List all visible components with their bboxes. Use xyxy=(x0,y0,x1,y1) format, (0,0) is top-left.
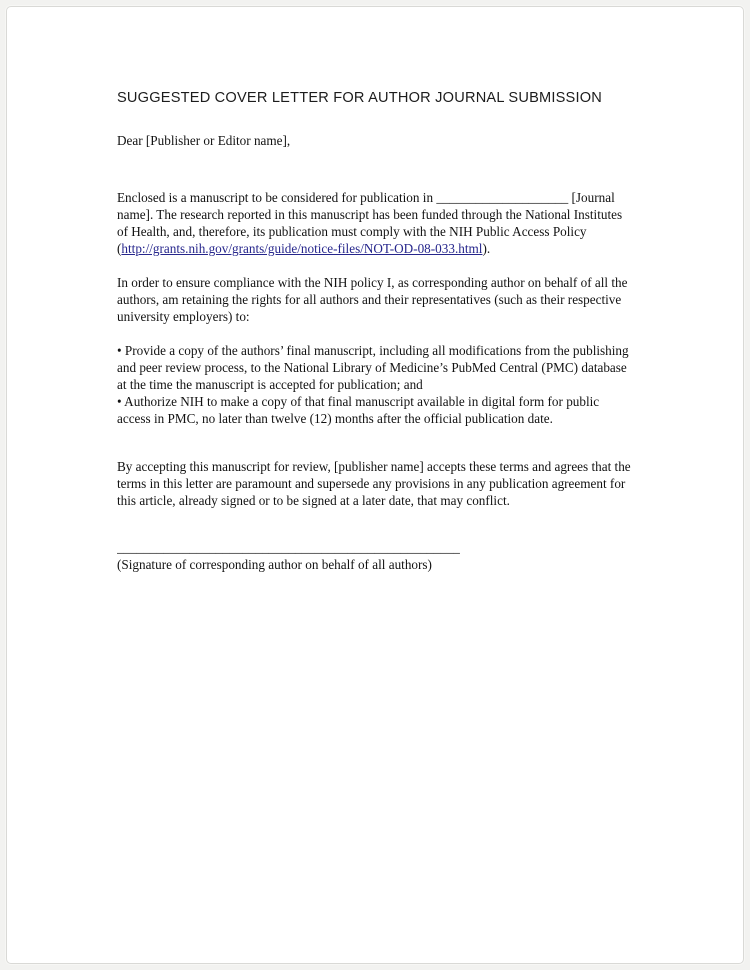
letter-page xyxy=(6,6,744,964)
letter-content xyxy=(7,7,743,573)
journal-name-blank: ____________________ xyxy=(436,190,569,205)
signature-line: ____________________________________________________ xyxy=(117,540,460,555)
paragraph-compliance: In order to ensure compliance with the NIH policy I, as corresponding author on behalf of all the authors, am retaining the rights for all authors and their representatives (such as their respective university employers) to: xyxy=(117,275,628,324)
paragraph-enclosed xyxy=(117,189,633,257)
signature-caption: (Signature of corresponding author on behalf of all authors) xyxy=(117,557,432,572)
bullet-authorize-nih: • Authorize NIH to make a copy of that final manuscript available in digital form for public access in PMC, no later than twelve (12) months after the official publication date. xyxy=(117,394,600,426)
paragraph-enclosed-text-middle: [Journal name]. The research reported in this manuscript has been funded through the National Institutes of Health, and, therefore, its publication must comply with the NIH Public Access Policy ( xyxy=(117,190,623,256)
nih-policy-link[interactable]: http://grants.nih.gov/grants/guide/notice-files/NOT-OD-08-033.html xyxy=(121,241,483,256)
salutation: Dear [Publisher or Editor name], xyxy=(117,133,291,148)
paragraph-enclosed-text-end: ). xyxy=(482,241,491,256)
bullet-provide-copy: • Provide a copy of the authors’ final manuscript, including all modifications from the publishing and peer review process, to the National Library of Medicine’s PubMed Central (PMC) database at the time the manuscript is accepted for publication; and xyxy=(117,343,629,392)
document-title: SUGGESTED COVER LETTER FOR AUTHOR JOURNAL SUBMISSION xyxy=(117,90,603,106)
paragraph-acceptance: By accepting this manuscript for review, [publisher name] accepts these terms and agrees that the terms in this letter are paramount and supersede any provisions in any publication agreement for this article, already signed or to be signed at a later date, that may conflict. xyxy=(117,459,631,508)
paragraph-enclosed-text-before: Enclosed is a manuscript to be considered for publication in xyxy=(117,190,437,205)
